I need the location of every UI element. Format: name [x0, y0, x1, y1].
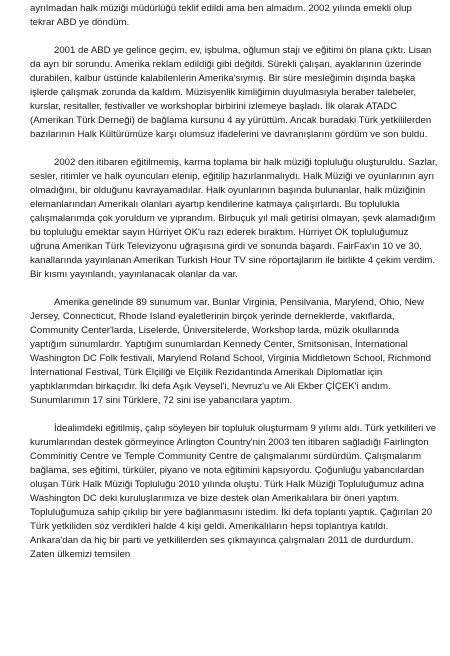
paragraph-5: İdealimdeki eğitilmiş, çalıp söyleyen bir topluluk oluşturmam 9 yılımı aldı. Türk yetkilileri ve kurumlarından destek görmeyince Arlington Country'nin 2003 ten itibaren sağladığı Fairlington Comminitiy Centre ve Temple Community Centre de çalışmalarımı sürdürdüm. Çalışmalarım bağlama, ses eğitimi, türküler, piyano ve nota eğitimini kapsıyordu. Çoğunluğu yabancılardan oluşan Türk Halk Müziği Topluluğu 2010 yılında oluştu. Türk Halk Müziği Topluluğumuz adına Washington DC deki kuruluşlarımıza ve bize destek olan Amerikalılara bir öneri yaptım. Topluluğumuza sahip çıkılıp bir yere bağlanmasını istedim. İki defa toplantı yaptık. Çağırılan 20 Türk yetkiliden söz verdikleri halde 4 kişi geldi. Amerikalıların hepsi toplantıya katıldı. Ankara'dan da hiç bir parti ve yetkililerden ses çıkmayınca çalışmaları 2011 de durdurdum. Zaten ülkemizi temsilen — [30, 423, 437, 560]
paragraph-3: 2002 den itibaren eğitilmemiş, karma toplama bir halk müziği topluluğu oluşturuldu. Sazlar, sesler, ritimler ve halk oyuncuları elenip, eğitilip hazırlanmalıydı. Halk Müziği ve oyunlarının ayrı olmadığını, bir olduğunu kavrayamadılar. Halk oyunlarının başında bulunanlar, halk müziğinin elemanlarından Amerikalı olanları ayartıp kendilerine katmaya çalışırlardı. Bu toplulukla çalışmalarımda çok yoruldum ve yıprandım. Birbuçuk yıl mali getirisi olmayan, şevk alamadığım bu topluluğu emektar sayın Hürriyet OK'u razı ederek bıraktım. Hürriyet OK topluluğumuz uğruna Amerikan Türk Televizyonu uğraşısına girdi ve sonunda başardı. FairFax'ın 10 ve 30. kanallarında yayınlanan Amerikan Turkish Hour TV sine röportajlarım ile birlikte 4 çekim verdim. Bir kısmı yayınlandı, yayınlanacak olanlar da var. — [30, 157, 438, 280]
paragraph-1: ayrılmadan halk müziği müdürlüğü teklif edildi ama ben almadım. 2002 yılında emekli olup tekrar ABD ye döndüm. — [30, 3, 412, 28]
paragraph-2: 2001 de ABD ye gelince geçim, ev, işbulma, oğlumun stajı ve eğitimi ön plana çıktı. Lisan da ayrı bir sorundu. Amerika reklam edildiği gibi değildi. Sürekli çalışan, ayaklarının üzerinde durabilen, kalbur üstünde kalabilenlerin Amerika'sıymış. Bir süre mesleğimin dışında başka işlerde çalışmak zorunda da kaldım. Müzisyenlik kimliğimin duyulmasıyla beraber talebeler, kurslar, resitaller, festivaller ve workshoplar birbirini izlemeye başladı. İlk olarak ATADC (Amerikan Türk Derneği) de bağlama kursunu 4 ay yürüttüm. Ancak buradaki Türk yetkililerden bazılarının Halk Kültürümüze karşı olumsuz ifadelerini ve davranışlarını gördüm ve son buldu. — [30, 45, 432, 140]
paragraph-4: Amerika genelinde 89 sunumum var. Bunlar Virginia, Pensilvania, Marylend, Ohio, New Jersey, Connecticut, Rhode Island eyaletlerinin birçok yerinde derneklerde, vakıflarda, Community Center'larda, Liselerde, Üniversitelerde, Workshop larda, müzik okullarında yaptığım sunumlardır. Yaptığım sunumlardan Kennedy Center, Smitsonisan, İnternational Washington DC Folk festivali, Marylend Roland School, Virginia Middletown School, Richmond İnternational Festival, Türk Elçiliği ve Elçilik Rezidantında Amerikalı Diplomatlar için yaptıklarımdan birkaçıdır. İki defa Aşık Veysel'i, Nevruz'u ve Ali Ekber ÇİÇEK'i andım. Sunumlarımın 17 sini Türklere, 72 sini ise yabancılara yaptım. — [30, 297, 431, 406]
